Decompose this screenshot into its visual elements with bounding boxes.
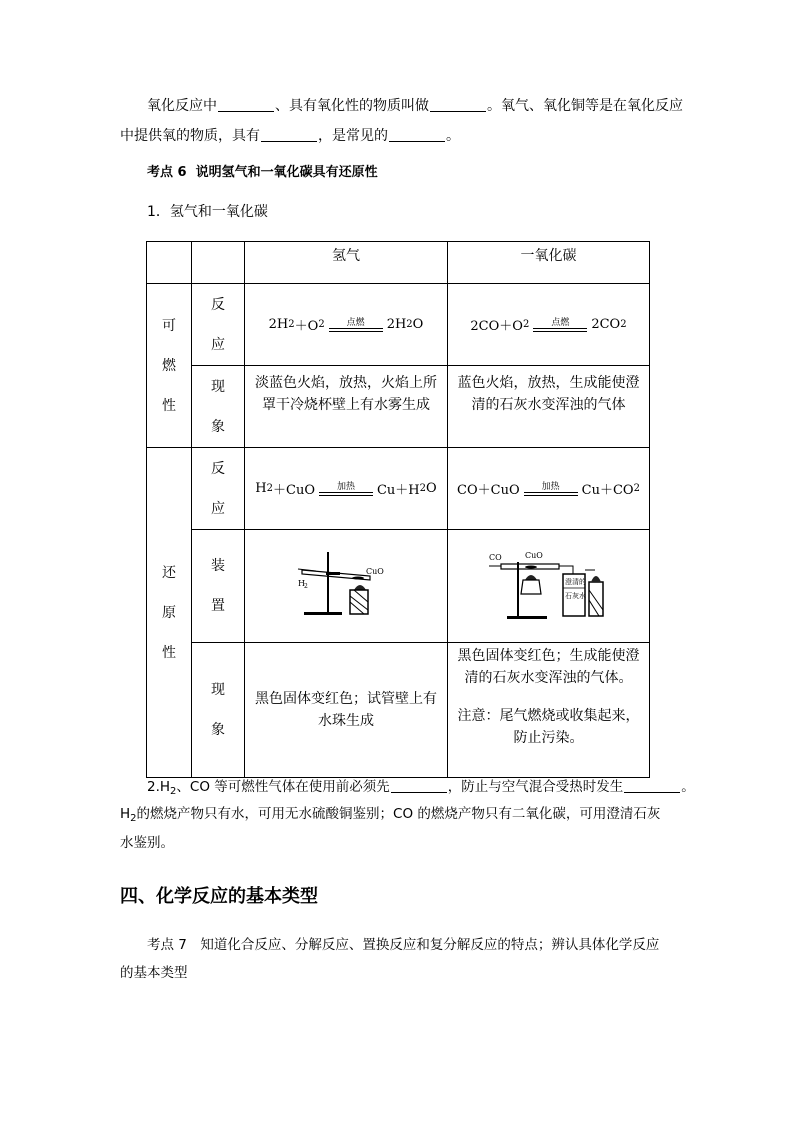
fill-blank [624,779,680,793]
apparatus-co-cell [448,530,650,643]
phenomenon-line: 黑色固体变红色；生成能使澄 [457,648,640,664]
reaction-arrow [329,318,383,332]
intro-text: ，是常见的 [318,128,388,144]
group-char: 性 [162,644,176,661]
apparatus-label: 2 [304,583,308,590]
apparatus-label: 石灰水 [564,592,586,600]
item-2-text: 的燃烧产物只有水，可用无水硫酸铜鉴别；CO 的燃烧产物只有二氧化碳，可用澄清石灰 [136,806,661,822]
intro-text: 。 [446,128,460,144]
group-char: 燃 [162,357,176,374]
phenomenon-h2-combustion [245,366,448,448]
group-char: 可 [162,317,176,334]
item-2-text: 。 [681,779,695,795]
kaodian-title: 说明氢气和一氧化碳具有还原性 [195,165,378,180]
fill-blank [430,98,486,112]
apparatus-h2-cell [245,530,448,643]
section-4-heading: 四、化学反应的基本类型 [120,886,318,907]
row-label-char: 置 [211,598,225,614]
apparatus-label: 澄清的 [564,578,586,586]
apparatus-label: H [298,579,305,588]
phenomenon-line: 清的石灰水变浑浊的气体 [471,397,626,413]
item-2-text: 2.H [147,779,171,795]
phenomenon-h2-reduction [245,643,448,778]
reaction-arrow [533,318,587,332]
phenomenon-line: 淡蓝色火焰，放热，火焰上所 [255,375,437,391]
phenomenon-line: 罩干冷烧杯壁上有水雾生成 [262,397,430,413]
item-2-line-1: $2.H_2$、CO 等可燃性气体在使用前必须先 ，防止与空气混合受热时发生 。 [147,779,695,797]
apparatus-label: CO [488,553,502,562]
equation-h2-reduction: H 2 ＋CuO 加热 Cu＋H 2 O [245,448,448,530]
apparatus-h2-diagram [296,546,396,622]
corner-cell [192,242,245,284]
kaodian-7-line-1: 考点 7 知道化合反应、分解反应、置换反应和复分解反应的特点；辨认具体化学反应 [147,937,660,953]
row-label-device [192,530,245,643]
col-header-co: 一氧化碳 [448,242,650,284]
phenomenon-line: 水珠生成 [318,713,374,729]
row-label-char: 象 [211,418,225,435]
row-label-char: 反 [211,296,225,313]
reaction-condition: 点燃 [551,317,570,328]
note-line: 防止污染。 [513,730,584,746]
row-label-char: 现 [211,378,225,395]
row-label-char: 应 [211,500,225,517]
equation-co-combustion: 2CO＋O 2 点燃 2CO 2 [448,284,650,366]
group-reducibility [147,448,192,778]
phenomenon-line: 黑色固体变红色；试管壁上有 [255,691,437,707]
item-2-line-2: $H_2$的燃烧产物只有水，可用无水硫酸铜鉴别；CO 的燃烧产物只有二氧化碳，可用澄清石灰 [120,806,661,824]
phenomenon-line: 蓝色火焰，放热，生成能使澄 [457,375,640,391]
reaction-condition: 加热 [541,481,560,492]
group-char: 性 [162,397,176,414]
item-1-heading: 1．氢气和一氧化碳 [147,204,268,220]
reaction-condition: 加热 [336,481,355,492]
reaction-arrow [524,482,578,496]
phenomenon-line: 清的石灰水变浑浊的气体。 [464,670,633,686]
kaodian-7-line-2: 的基本类型 [120,965,188,981]
equation-co-reduction: CO＋CuO 加热 Cu＋CO 2 [448,448,650,530]
group-char: 原 [162,604,176,621]
row-label-char: 现 [211,682,225,698]
col-header-h2: 氢气 [245,242,448,284]
equation-h2-combustion: 2H 2 ＋O 2 点燃 2H 2 O [245,284,448,366]
row-label-phenomenon [192,366,245,448]
row-label-phenomenon [192,643,245,778]
row-label-char: 反 [211,460,225,477]
fill-blank [391,779,447,793]
reaction-arrow [319,482,373,496]
item-2-line-3: 水鉴别。 [120,835,174,851]
group-combustibility [147,284,192,448]
intro-text: 中提供氧的物质，具有 [120,128,260,144]
intro-line-2 [120,128,460,143]
phenomenon-co-reduction [448,643,650,778]
fill-blank [261,128,317,142]
fill-blank [218,98,274,112]
intro-text: 氧化反应中 [147,98,217,114]
kaodian-label: 考点 6 [147,165,187,180]
apparatus-label: CuO [524,551,543,560]
item-2-text: 、CO 等可燃性气体在使用前必须先 [176,779,390,795]
intro-line-1 [147,98,683,113]
kaodian-6-heading [147,166,378,180]
reaction-condition: 点燃 [346,317,365,328]
intro-text: 。氧气、氧化铜等是在氧化反应 [487,98,683,114]
comparison-table [146,241,650,778]
row-label-reaction [192,284,245,366]
note-line: 注意：尾气燃烧或收集起来， [457,708,640,724]
fill-blank [389,128,445,142]
group-char: 还 [162,564,176,581]
item-2-text: H [120,806,131,822]
phenomenon-co-combustion [448,366,650,448]
row-label-char: 装 [211,558,225,574]
apparatus-co-diagram [489,544,609,624]
intro-text: 、具有氧化性的物质叫做 [275,98,429,114]
row-label-char: 应 [211,336,225,353]
row-label-char: 象 [211,722,225,738]
item-2-text: ，防止与空气混合受热时发生 [447,779,624,795]
row-label-reaction [192,448,245,530]
apparatus-label: CuO [366,567,384,576]
corner-cell [147,242,192,284]
